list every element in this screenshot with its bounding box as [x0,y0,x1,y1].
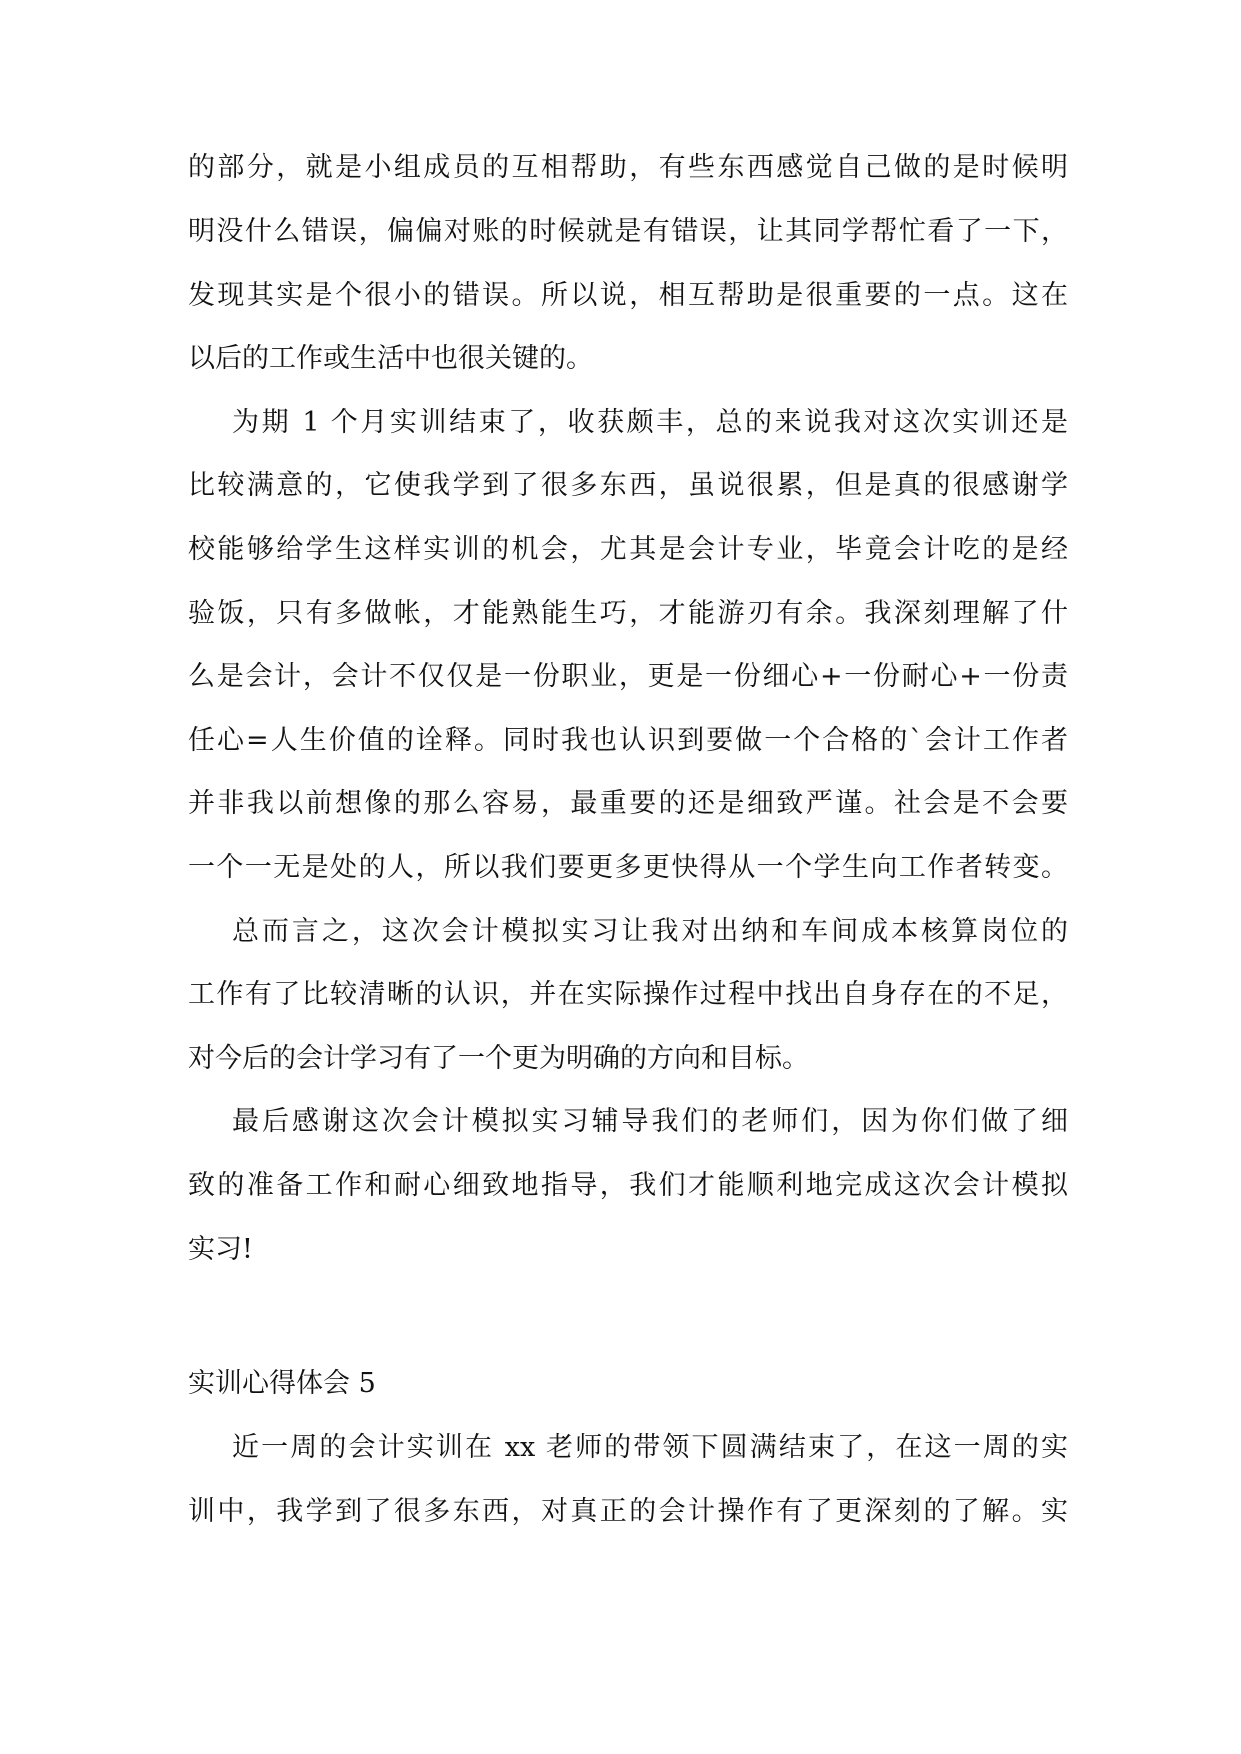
paragraph-3-line-1: 总而言之，这次会计模拟实习让我对出纳和车间成本核算岗位的 [232,916,1068,947]
section-paragraph-line-1: 近一周的会计实训在 xx 老师的带领下圆满结束了，在这一周的实 [232,1432,1068,1463]
paragraph-3-line-3: 对今后的会计学习有了一个更为明确的方向和目标。 [188,1043,809,1074]
section-heading: 实训心得体会 5 [188,1368,376,1399]
paragraph-1-line-4: 以后的工作或生活中也很关键的。 [188,343,593,374]
paragraph-3-line-2: 工作有了比较清晰的认识，并在实际操作过程中找出自身存在的不足， [188,979,1068,1010]
paragraph-2-line-1: 为期 1 个月实训结束了，收获颇丰，总的来说我对这次实训还是 [232,407,1068,438]
paragraph-4-line-2: 致的准备工作和耐心细致地指导，我们才能顺利地完成这次会计模拟 [188,1170,1068,1201]
paragraph-2-line-7: 并非我以前想像的那么容易，最重要的还是细致严谨。社会是不会要 [188,788,1068,819]
paragraph-2-line-2: 比较满意的，它使我学到了很多东西，虽说很累，但是真的很感谢学 [188,470,1068,501]
paragraph-4-line-3: 实习! [188,1234,253,1265]
paragraph-2-line-8: 一个一无是处的人，所以我们要更多更快得从一个学生向工作者转变。 [188,852,1068,883]
paragraph-2-line-4: 验饭，只有多做帐，才能熟能生巧，才能游刃有余。我深刻理解了什 [188,598,1068,629]
section-paragraph-line-2: 训中，我学到了很多东西，对真正的会计操作有了更深刻的了解。实 [188,1496,1068,1527]
paragraph-1-line-1: 的部分，就是小组成员的互相帮助，有些东西感觉自己做的是时候明 [188,152,1068,183]
paragraph-2-line-5: 么是会计，会计不仅仅是一份职业，更是一份细心+一份耐心+一份责 [188,661,1068,692]
paragraph-4-line-1: 最后感谢这次会计模拟实习辅导我们的老师们，因为你们做了细 [232,1106,1068,1137]
paragraph-1-line-2: 明没什么错误，偏偏对账的时候就是有错误，让其同学帮忙看了一下， [188,216,1068,247]
paragraph-2-line-6: 任心=人生价值的诠释。同时我也认识到要做一个合格的`会计工作者 [188,725,1068,756]
paragraph-1-line-3: 发现其实是个很小的错误。所以说，相互帮助是很重要的一点。这在 [188,280,1068,311]
paragraph-2-line-3: 校能够给学生这样实训的机会，尤其是会计专业，毕竟会计吃的是经 [188,534,1068,565]
